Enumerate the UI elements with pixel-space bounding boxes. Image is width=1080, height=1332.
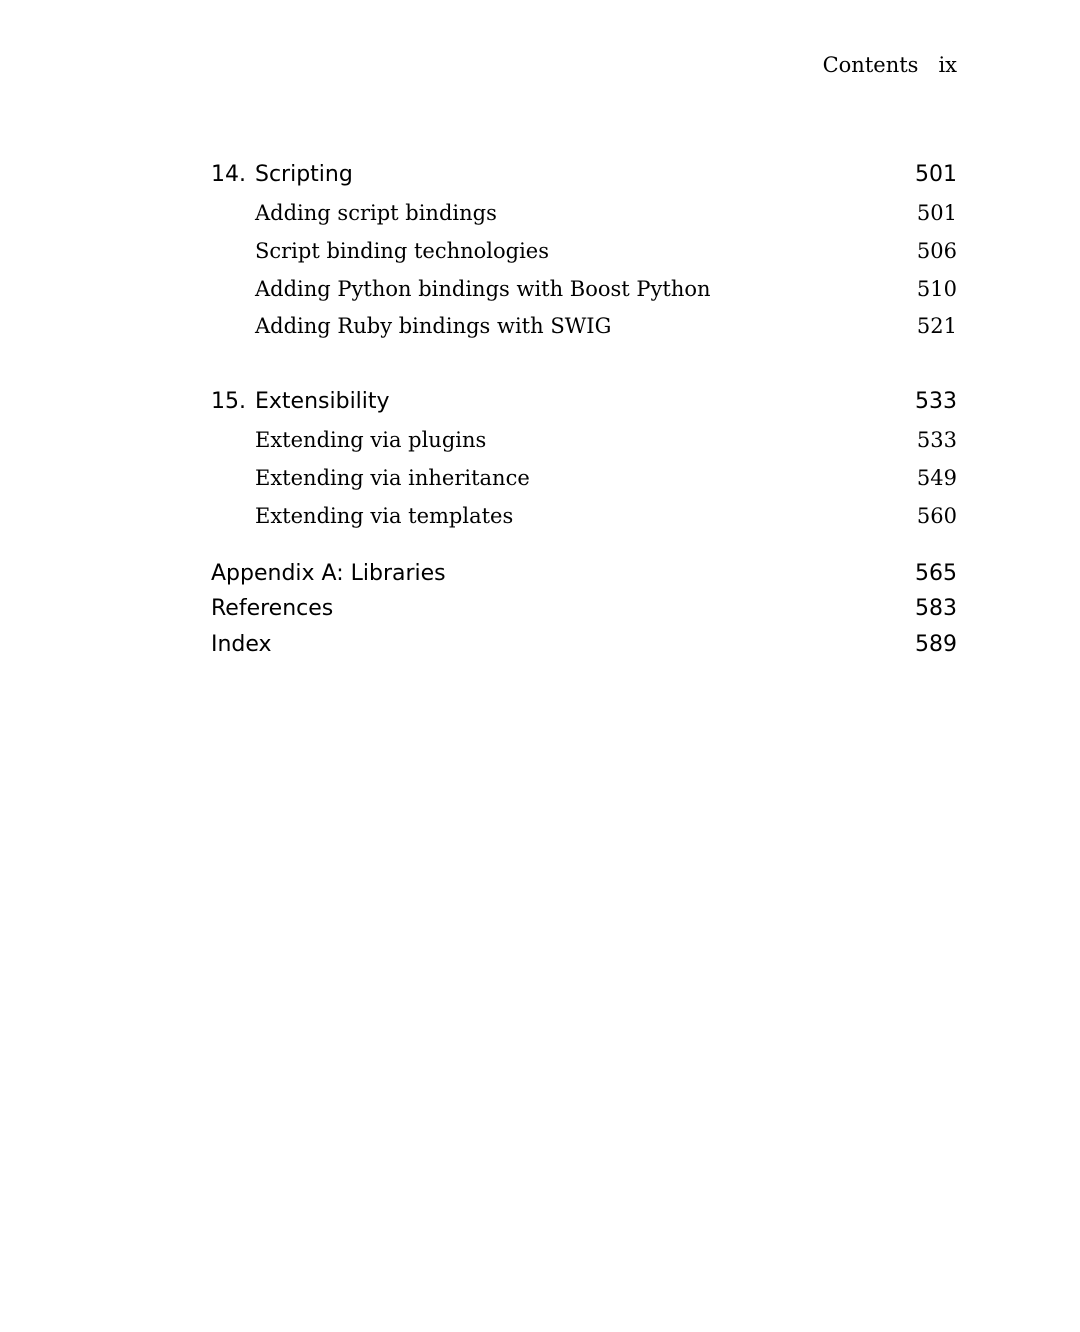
chapter-number: 15. <box>211 389 246 414</box>
section-title: Adding Python bindings with Boost Python <box>255 277 711 301</box>
chapter-heading <box>211 161 353 189</box>
back-matter-title: Index <box>211 632 272 657</box>
section-page: 501 <box>916 201 957 225</box>
toc-section[interactable] <box>211 312 957 340</box>
section-page: 521 <box>916 314 957 338</box>
section-title: Script binding technologies <box>255 239 549 263</box>
section-page: 510 <box>916 277 957 301</box>
running-header-page-number: ix <box>938 53 957 77</box>
running-header-title: Contents <box>822 53 919 77</box>
section-page: 560 <box>916 504 957 528</box>
toc-section[interactable] <box>211 502 957 530</box>
toc-section[interactable] <box>211 426 957 454</box>
section-title: Adding Ruby bindings with SWIG <box>255 314 612 338</box>
back-matter-title: Appendix A: Libraries <box>211 561 446 586</box>
toc-section[interactable] <box>211 199 957 227</box>
toc-chapter-14[interactable] <box>211 161 957 189</box>
chapter-heading <box>211 388 390 416</box>
back-matter-page: 565 <box>915 561 957 586</box>
back-matter-page: 589 <box>915 632 957 657</box>
section-title: Extending via plugins <box>255 428 487 452</box>
toc-section[interactable] <box>211 464 957 492</box>
section-title: Extending via inheritance <box>255 466 530 490</box>
back-matter-page: 583 <box>915 596 957 621</box>
toc-section[interactable] <box>211 237 957 265</box>
chapter-title: Extensibility <box>255 389 390 414</box>
running-header <box>823 52 957 78</box>
toc-appendix-libraries[interactable] <box>211 560 957 588</box>
chapter-number: 14. <box>211 162 246 187</box>
back-matter-title: References <box>211 596 334 621</box>
chapter-title: Scripting <box>255 162 353 187</box>
section-page: 506 <box>916 239 957 263</box>
toc-chapter-15[interactable] <box>211 388 957 416</box>
section-page: 533 <box>916 428 957 452</box>
toc-references[interactable] <box>211 595 957 623</box>
chapter-page: 533 <box>915 389 957 414</box>
section-title: Extending via templates <box>255 504 514 528</box>
toc-section[interactable] <box>211 275 957 303</box>
section-page: 549 <box>916 466 957 490</box>
section-title: Adding script bindings <box>255 201 497 225</box>
chapter-page: 501 <box>915 162 957 187</box>
toc-index[interactable] <box>211 631 957 659</box>
